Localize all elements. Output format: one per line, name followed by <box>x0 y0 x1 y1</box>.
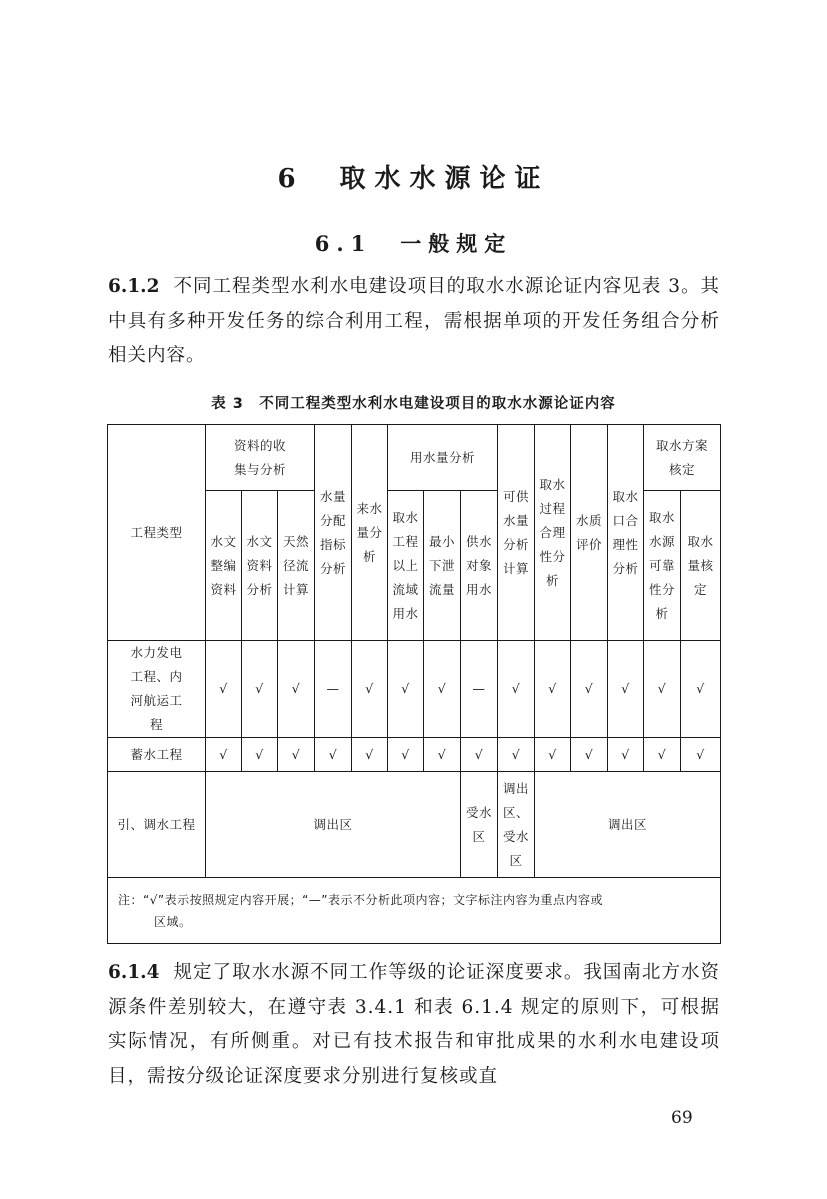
header-available-supply: 可供水量分析计算 <box>498 425 535 641</box>
table-row-hydropower <box>108 641 721 738</box>
table-cell: √ <box>242 738 278 772</box>
table-cell: √ <box>388 738 424 772</box>
clause-number: 6.1.4 <box>108 962 160 983</box>
table-cell: √ <box>571 738 608 772</box>
header-inflow: 来水量分析 <box>352 425 388 641</box>
page-number: 69 <box>671 1108 693 1128</box>
table-cell: √ <box>424 641 461 738</box>
table-cell: √ <box>681 738 721 772</box>
table-cell: √ <box>644 738 681 772</box>
table-cell: √ <box>388 641 424 738</box>
header-data-collection: 资料的收集与分析 <box>206 425 315 491</box>
note-line: 区域。 <box>154 914 192 929</box>
row-label: 引、调水工程 <box>108 772 206 878</box>
header-min-release: 最小下泄流量 <box>424 491 461 641</box>
table-header-row-1 <box>108 425 721 491</box>
table-cell-both-areas: 调出区、受水区 <box>498 772 535 878</box>
header-reliability: 取水水源可靠性分析 <box>644 491 681 641</box>
table-row-diversion <box>108 772 721 878</box>
header-intake: 取水口合理性分析 <box>608 425 644 641</box>
header-hydro-compilation: 水文整编资料 <box>206 491 242 641</box>
table-cell: √ <box>278 738 315 772</box>
paragraph-6-1-2 <box>108 270 720 374</box>
table-caption: 表 3 不同工程类型水利水电建设项目的取水水源论证内容 <box>211 396 616 412</box>
table-cell: √ <box>206 641 242 738</box>
table-cell: √ <box>424 738 461 772</box>
table-cell: √ <box>498 738 535 772</box>
note-line: 注：“√”表示按照规定内容开展；“—”表示不分析此项内容；文字标注内容为重点内容或 <box>118 892 604 907</box>
chapter-title: 6 取水水源论证 <box>277 164 550 194</box>
header-supply-target: 供水对象用水 <box>461 491 498 641</box>
table-note-row <box>108 878 721 944</box>
table-cell: √ <box>608 738 644 772</box>
table-cell: √ <box>608 641 644 738</box>
header-engineering-type: 工程类型 <box>108 425 206 641</box>
header-quantity-check: 取水量核定 <box>681 491 721 641</box>
header-process: 取水过程合理性分析 <box>535 425 571 641</box>
table-cell-outflow-area: 调出区 <box>535 772 721 878</box>
table-cell: √ <box>352 738 388 772</box>
row-label: 水力发电工程、内河航运工程 <box>108 641 206 738</box>
table-cell: — <box>315 641 352 738</box>
table-cell: — <box>461 641 498 738</box>
table-cell: √ <box>535 641 571 738</box>
header-upstream-use: 取水工程以上流域用水 <box>388 491 424 641</box>
header-scheme: 取水方案核定 <box>644 425 721 491</box>
table-note <box>108 878 721 944</box>
clause-number: 6.1.2 <box>108 276 160 297</box>
table-cell: √ <box>644 641 681 738</box>
header-allocation: 水量分配指标分析 <box>315 425 352 641</box>
row-label: 蓄水工程 <box>108 738 206 772</box>
table-cell: √ <box>242 641 278 738</box>
table-cell: √ <box>352 641 388 738</box>
header-hydro-analysis: 水文资料分析 <box>242 491 278 641</box>
table-cell: √ <box>535 738 571 772</box>
table-cell: √ <box>461 738 498 772</box>
table-cell: √ <box>681 641 721 738</box>
table-cell: √ <box>206 738 242 772</box>
header-natural-runoff: 天然径流计算 <box>278 491 315 641</box>
header-water-use: 用水量分析 <box>388 425 498 491</box>
clause-text: 不同工程类型水利水电建设项目的取水水源论证内容见表 3。其中具有多种开发任务的综合利用工程，需根据单项的开发任务组合分析相关内容。 <box>108 276 720 366</box>
paragraph-6-1-4 <box>108 956 720 1094</box>
table-cell: √ <box>498 641 535 738</box>
table-cell-receiving-area: 受水区 <box>461 772 498 878</box>
clause-text: 规定了取水水源不同工作等级的论证深度要求。我国南北方水资源条件差别较大，在遵守表 3.4.1 和表 6.1.4 规定的原则下，可根据实际情况，有所侧重。对已有技术报告和审批成果的水利水电建设项目，需按分级论证深度要求分别进行复核或直 <box>108 962 720 1087</box>
table-3 <box>107 424 721 944</box>
table-cell-outflow-area: 调出区 <box>206 772 461 878</box>
table-cell: √ <box>278 641 315 738</box>
table-cell: √ <box>315 738 352 772</box>
table-row-storage <box>108 738 721 772</box>
table-cell: √ <box>571 641 608 738</box>
header-quality: 水质评价 <box>571 425 608 641</box>
section-title: 6.1 一般规定 <box>314 231 513 256</box>
